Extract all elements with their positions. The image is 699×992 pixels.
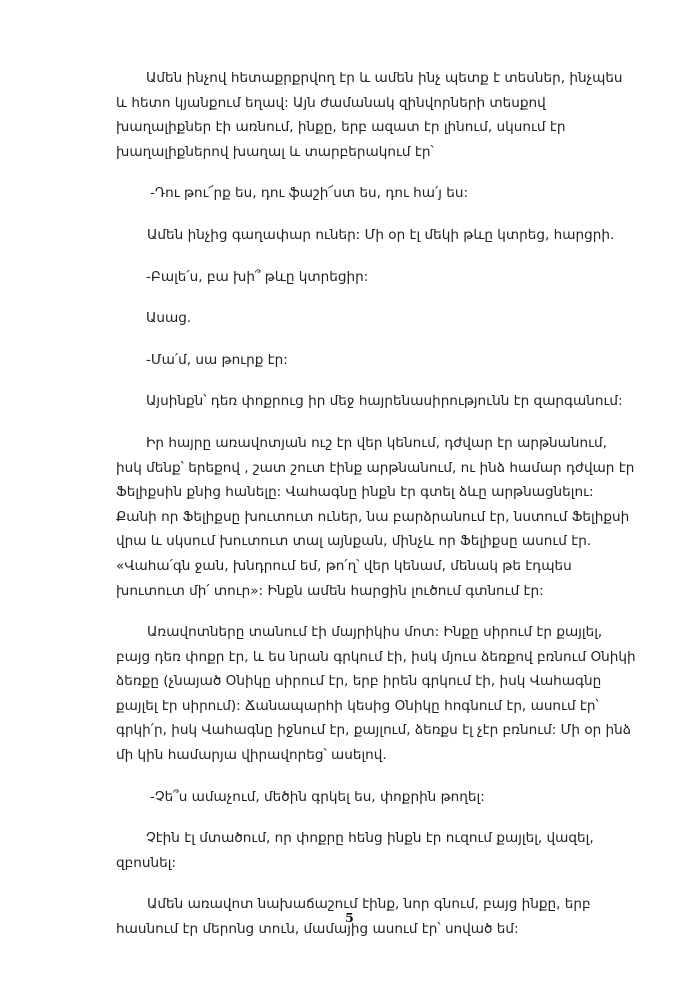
paragraph: -Մա՛մ, սա թուրք էր: bbox=[146, 351, 288, 368]
paragraph: Առավոտները տանում էի մայրիկիս մոտ: Ինքը սիրում էր քայլել, բայց դեռ փոքր էր, և ես նրան գրկում էի, իսկ մյուս ձեռքով բռնում Օնիկի ձեռքը (չնայած Օնիկը սիրում էր, երբ իրեն գրկում էի, իսկ Վահագնը քայլել էր սիրում): Ճանապարհի կեսից Օնիկը հոգնում էր, ասում էր՝ գրկի՛ր, իսկ Վահագնը իջնում էր, քայլում, ձեռքս էլ չէր բռնում: Մի օր ինձ մի կին համարյա վիրավորեց՝ ասելով. bbox=[116, 624, 636, 764]
paragraph: -Դու թու՜րք ես, դու ֆաշի՜ստ ես, դու հա՛յ ես: bbox=[150, 185, 469, 202]
paragraph: Իր հայրը առավոտյան ուշ էր վեր կենում, դժվար էր արթնանում, իսկ մենք՝ երեքով , շատ շուտ էինք արթնանում, ու ինձ համար դժվար էր Ֆելիքսին քնից հանելը: Վահագնը ինքն էր գտել ձևը արթնացնելու: Քանի որ Ֆելիքսը խուտուտ ուներ, նա բարձրանում էր, նստում Ֆելիքսի վրա և սկսում խուտուտ տալ այնքան, մինչև որ Ֆելիքսը ասում էր. «Վահա՛գն ջան, խնդրում եմ, թո՛ղ՝ վեր կենամ, մենակ թե էդպես խուտուտ մի՛ տուր»: Ինքն ամեն հարցին լուծում գտնում էր: bbox=[116, 434, 635, 599]
paragraph: -Չե՞ս ամաչում, մեծին գրկել ես, փոքրին թողել: bbox=[150, 788, 485, 805]
paragraph: Ամեն ինչից գաղափար ուներ: Մի օր էլ մեկի թևը կտրեց, հարցրի. bbox=[147, 226, 615, 243]
body-text bbox=[116, 66, 636, 959]
paragraph: -Բալե՛ս, բա խի՞ թևը կտրեցիր: bbox=[146, 268, 369, 285]
paragraph: Ամեն առավոտ նախաճաշում էինք, նոր գնում, բայց ինքը, երբ հասնում էր մերոնց տուն, մամայից ասում էր՝ սոված եմ: bbox=[116, 896, 591, 938]
page-number: 5 bbox=[345, 910, 354, 925]
paragraph: Չէին էլ մտածում, որ փոքրը հենց ինքն էր ուզում քայլել, վազել, զբոսնել: bbox=[116, 830, 594, 871]
paragraph: Ասաց. bbox=[146, 310, 192, 327]
paragraph: Այսինքն՝ դեռ փոքրուց իր մեջ հայրենասիրությունն էր զարգանում: bbox=[146, 393, 623, 410]
paragraph: Ամեն ինչով հետաքրքրվող էր և ամեն ինչ պետք է տեսներ, ինչպես և հետո կյանքում եղավ: Այն ժամանակ զինվորների տեսքով խաղալիքներ էի առնում, ինքը, երբ ազատ էր լինում, սկսում էր խաղալիքներով խաղալ և տարբերակում էր՝ bbox=[116, 70, 623, 160]
